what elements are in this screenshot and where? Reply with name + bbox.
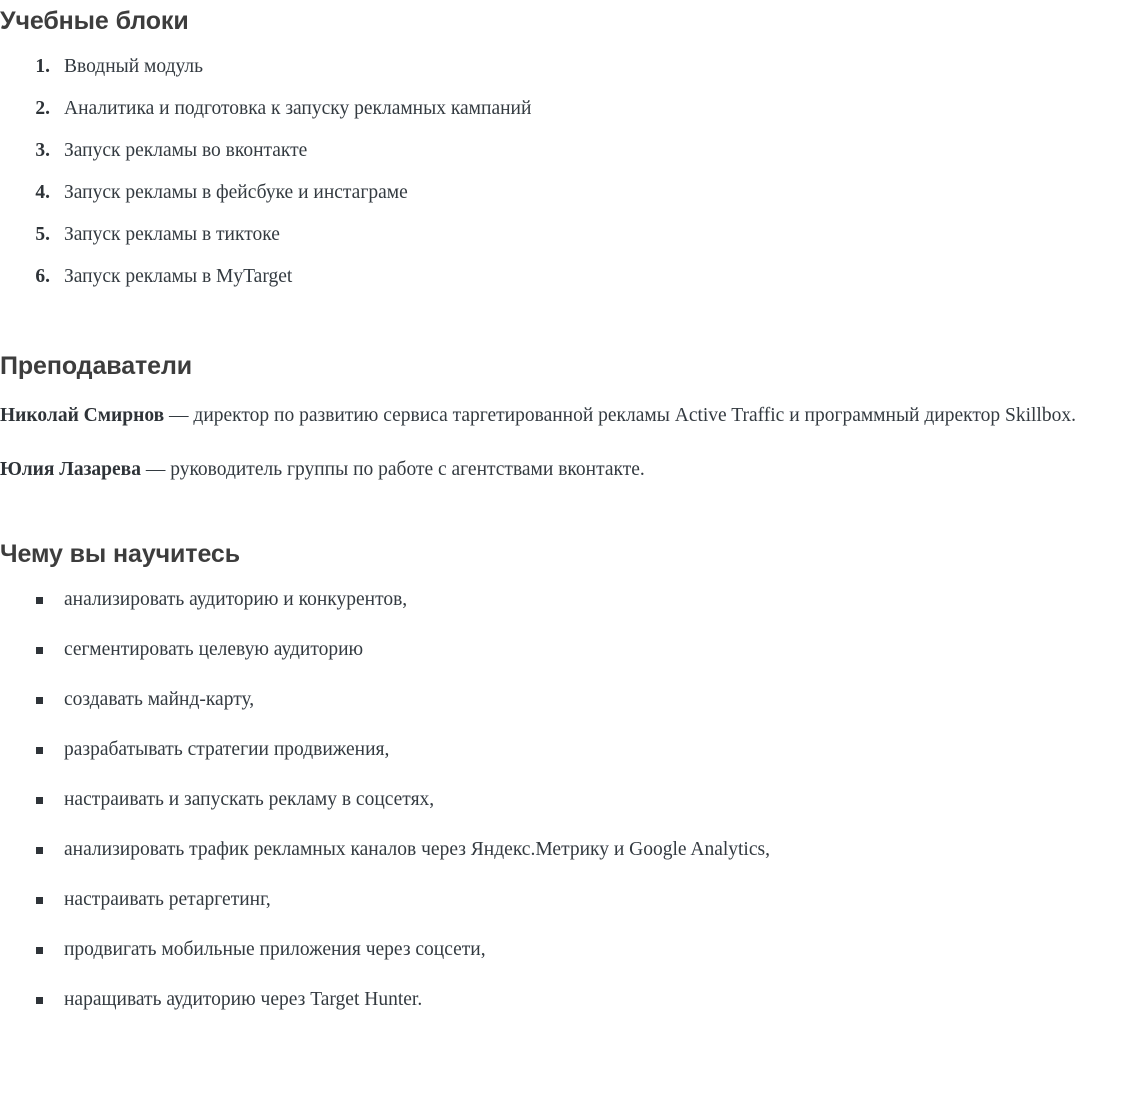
teacher-name: Юлия Лазарева (0, 459, 141, 480)
square-bullet-icon (36, 647, 43, 654)
list-item (0, 223, 1138, 265)
list-item (0, 265, 1138, 307)
list-marker: 4. (35, 182, 50, 203)
list-item (0, 638, 1138, 688)
section-heading-learn: Чему вы научитесь (0, 540, 240, 568)
spacer (0, 485, 1138, 539)
teacher-entry (0, 401, 1130, 431)
list-marker: 3. (35, 140, 50, 161)
square-bullet-icon (36, 747, 43, 754)
list-item-label: Аналитика и подготовка к запуску рекламных кампаний (64, 98, 532, 119)
spacer (0, 36, 1138, 55)
square-bullet-icon (36, 597, 43, 604)
list-item-label: анализировать трафик рекламных каналов через Яндекс.Метрику и Google Analytics, (64, 839, 770, 860)
list-item-label: разрабатывать стратегии продвижения, (64, 739, 390, 760)
list-item (0, 788, 1138, 838)
list-item (0, 688, 1138, 738)
list-item-label: Запуск рекламы в MyTarget (64, 266, 293, 287)
list-marker: 1. (35, 56, 50, 77)
section-heading-teachers: Преподаватели (0, 352, 192, 380)
list-item-label: анализировать аудиторию и конкурентов, (64, 589, 408, 610)
list-item (0, 938, 1138, 988)
list-item (0, 838, 1138, 888)
list-item-label: настраивать ретаргетинг, (64, 889, 271, 910)
teacher-separator: — (164, 405, 194, 426)
square-bullet-icon (36, 897, 43, 904)
square-bullet-icon (36, 847, 43, 854)
teacher-entry (0, 455, 1130, 485)
list-item-label: Запуск рекламы во вконтакте (64, 140, 308, 161)
list-marker: 5. (35, 224, 50, 245)
list-item-label: продвигать мобильные приложения через соцсети, (64, 939, 486, 960)
section-heading-modules: Учебные блоки (0, 7, 189, 35)
list-item (0, 97, 1138, 139)
square-bullet-icon (36, 947, 43, 954)
list-item (0, 139, 1138, 181)
list-item-label: Запуск рекламы в фейсбуке и инстаграме (64, 182, 408, 203)
list-item (0, 988, 1138, 1038)
list-item-label: создавать майнд-карту, (64, 689, 255, 710)
list-item (0, 888, 1138, 938)
list-marker: 2. (35, 98, 50, 119)
document-body (0, 6, 1138, 1038)
teacher-separator: — (140, 459, 171, 480)
teacher-description: директор по развитию сервиса таргетированной рекламы Active Traffic и программный директор Skillbox. (193, 405, 1076, 426)
list-item (0, 55, 1138, 97)
learn-list (0, 588, 1138, 1038)
list-item-label: сегментировать целевую аудиторию (64, 639, 364, 660)
list-marker: 6. (35, 266, 50, 287)
spacer (0, 569, 1138, 588)
list-item (0, 588, 1138, 638)
list-item-label: наращивать аудиторию через Target Hunter. (64, 989, 423, 1010)
square-bullet-icon (36, 997, 43, 1004)
list-item (0, 181, 1138, 223)
modules-list (0, 55, 1138, 307)
spacer (0, 431, 1138, 455)
list-item-label: Вводный модуль (64, 56, 204, 77)
spacer (0, 307, 1138, 351)
spacer (0, 381, 1138, 401)
list-item (0, 738, 1138, 788)
teacher-name: Николай Смирнов (0, 405, 165, 426)
square-bullet-icon (36, 797, 43, 804)
square-bullet-icon (36, 697, 43, 704)
teacher-description: руководитель группы по работе с агентствами вконтакте. (170, 459, 645, 480)
list-item-label: настраивать и запускать рекламу в соцсетях, (64, 789, 435, 810)
list-item-label: Запуск рекламы в тиктоке (64, 224, 280, 245)
